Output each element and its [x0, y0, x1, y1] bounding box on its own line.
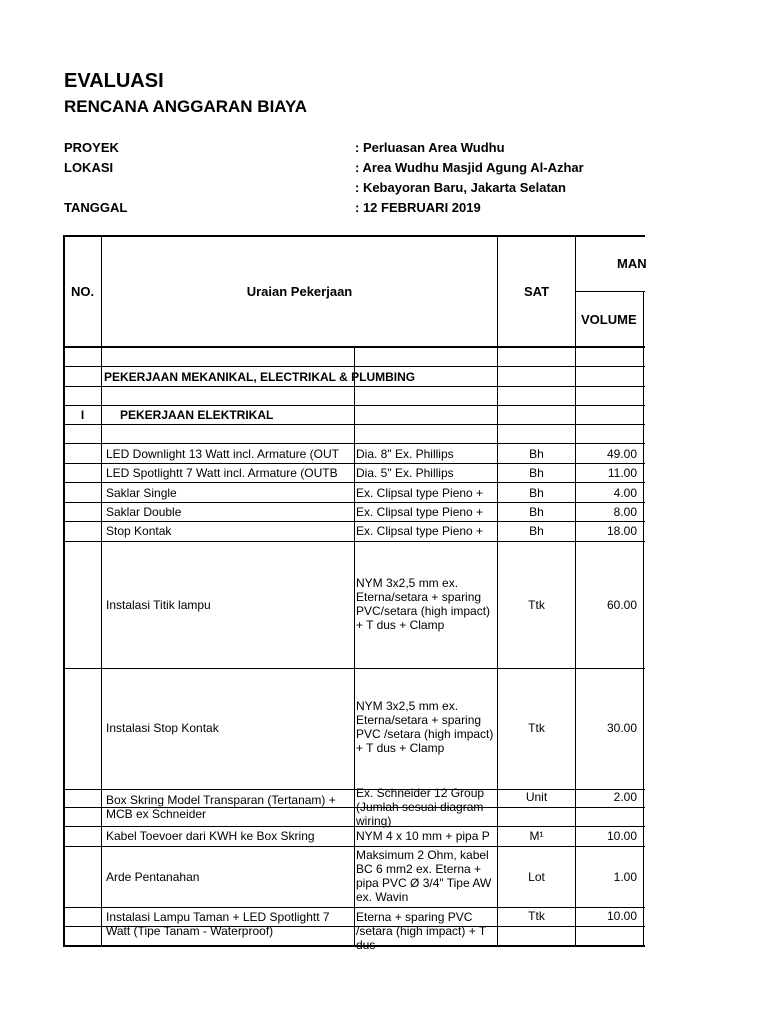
- item-spec: NYM 3x2,5 mm ex. Eterna/setara + sparing PVC /setara (high impact) + T dus + Clamp: [356, 699, 494, 755]
- document-subtitle: RENCANA ANGGARAN BIAYA: [64, 97, 308, 116]
- row-line: [63, 366, 645, 367]
- man-sub-divider: [575, 291, 645, 292]
- item-desc: Instalasi Stop Kontak: [106, 721, 219, 735]
- row-line: [63, 424, 645, 425]
- item-volume: 30.00: [606, 721, 637, 735]
- row-line: [63, 502, 645, 503]
- section-title: PEKERJAAN MEKANIKAL, ELECTRIKAL & PLUMBING: [104, 370, 416, 384]
- item-sat: Ttk: [528, 721, 545, 735]
- item-spec: Ex. Clipsal type Pieno +: [356, 505, 484, 519]
- item-volume: 2.00: [613, 790, 637, 804]
- item-desc: Arde Pentanahan: [106, 870, 200, 884]
- table-bottom-border: [63, 945, 645, 947]
- header-man: MAN: [617, 256, 647, 271]
- item-desc: LED Downlight 13 Watt incl. Armature (OUT: [106, 447, 339, 461]
- header-sat: SAT: [523, 284, 550, 299]
- item-sat: Bh: [529, 505, 544, 519]
- item-desc: Saklar Double: [106, 505, 182, 519]
- row-line: [63, 846, 645, 847]
- item-desc: Saklar Single: [106, 486, 177, 500]
- proyek-label: PROYEK: [64, 140, 119, 155]
- item-sat: Bh: [529, 466, 544, 480]
- item-sat: Bh: [529, 524, 544, 538]
- item-spec: NYM 4 x 10 mm + pipa P: [356, 829, 490, 843]
- tanggal-value: : 12 FEBRUARI 2019: [355, 200, 481, 215]
- item-sat: Bh: [529, 447, 544, 461]
- lokasi-value-2: : Kebayoran Baru, Jakarta Selatan: [355, 180, 566, 195]
- item-desc: Instalasi Lampu Taman + LED Spotlightt 7 Watt (Tipe Tanam - Waterproof): [106, 910, 330, 938]
- item-sat: Ttk: [528, 909, 545, 923]
- item-sat: Unit: [525, 790, 548, 804]
- item-sat: Bh: [529, 486, 544, 500]
- document-title: EVALUASI: [64, 70, 164, 92]
- item-desc: Stop Kontak: [106, 524, 172, 538]
- item-sat: M¹: [529, 829, 544, 843]
- item-spec: NYM 3x2,5 mm ex. Eterna/setara + sparing PVC/setara (high impact) + T dus + Clamp: [356, 576, 491, 632]
- row-line: [63, 541, 645, 542]
- item-desc: Box Skring Model Transparan (Tertanam) + MCB ex Schneider: [106, 793, 336, 821]
- item-volume: 18.00: [606, 524, 637, 538]
- item-spec: Ex. Schneider 12 Group (Jumlah sesuai diagram wiring): [356, 786, 485, 828]
- item-spec: Dia. 8" Ex. Phillips: [356, 447, 454, 461]
- item-desc: LED Spotlightt 7 Watt incl. Armature (OUTB: [106, 466, 338, 480]
- item-sat: Ttk: [528, 598, 545, 612]
- item-volume: 8.00: [613, 505, 637, 519]
- item-spec: Ex. Clipsal type Pieno +: [356, 524, 484, 538]
- row-line: [63, 907, 645, 908]
- row-line: [63, 668, 645, 669]
- item-volume: 4.00: [613, 486, 637, 500]
- item-spec: Eterna + sparing PVC /setara (high impact) + T dus: [356, 910, 486, 952]
- col-divider-no: [101, 235, 102, 947]
- lokasi-value-1: : Area Wudhu Masjid Agung Al-Azhar: [355, 160, 584, 175]
- header-uraian: Uraian Pekerjaan: [246, 284, 353, 299]
- header-volume: VOLUME: [581, 312, 637, 327]
- table-top-border: [63, 235, 645, 237]
- item-spec: Maksimum 2 Ohm, kabel BC 6 mm2 ex. Eterna + pipa PVC Ø 3/4" Tipe AW ex. Wavin: [356, 848, 492, 904]
- col-divider-spec: [354, 348, 355, 947]
- item-volume: 1.00: [613, 870, 637, 884]
- row-line: [63, 482, 645, 483]
- item-desc: Kabel Toevoer dari KWH ke Box Skring: [106, 829, 315, 843]
- row-line: [63, 443, 645, 444]
- table-left-border: [63, 235, 65, 947]
- row-line: [63, 463, 645, 464]
- row-line: [63, 826, 645, 827]
- item-sat: Lot: [528, 870, 545, 884]
- item-desc: Instalasi Titik lampu: [106, 598, 211, 612]
- lokasi-label: LOKASI: [64, 160, 114, 175]
- header-no: NO.: [70, 284, 95, 299]
- row-line: [63, 405, 645, 406]
- item-volume: 11.00: [607, 466, 637, 480]
- item-spec: Ex. Clipsal type Pieno +: [356, 486, 484, 500]
- proyek-value: : Perluasan Area Wudhu: [355, 140, 505, 155]
- subsection-no: I: [80, 408, 85, 422]
- row-line: [63, 386, 645, 387]
- col-divider-right: [643, 292, 644, 947]
- item-spec: Dia. 5" Ex. Phillips: [356, 466, 454, 480]
- item-volume: 10.00: [606, 829, 637, 843]
- tanggal-label: TANGGAL: [64, 200, 128, 215]
- item-volume: 60.00: [606, 598, 637, 612]
- subsection-title: PEKERJAAN ELEKTRIKAL: [120, 408, 274, 422]
- row-line: [63, 521, 645, 522]
- item-volume: 49.00: [606, 447, 637, 461]
- item-volume: 10.00: [606, 909, 637, 923]
